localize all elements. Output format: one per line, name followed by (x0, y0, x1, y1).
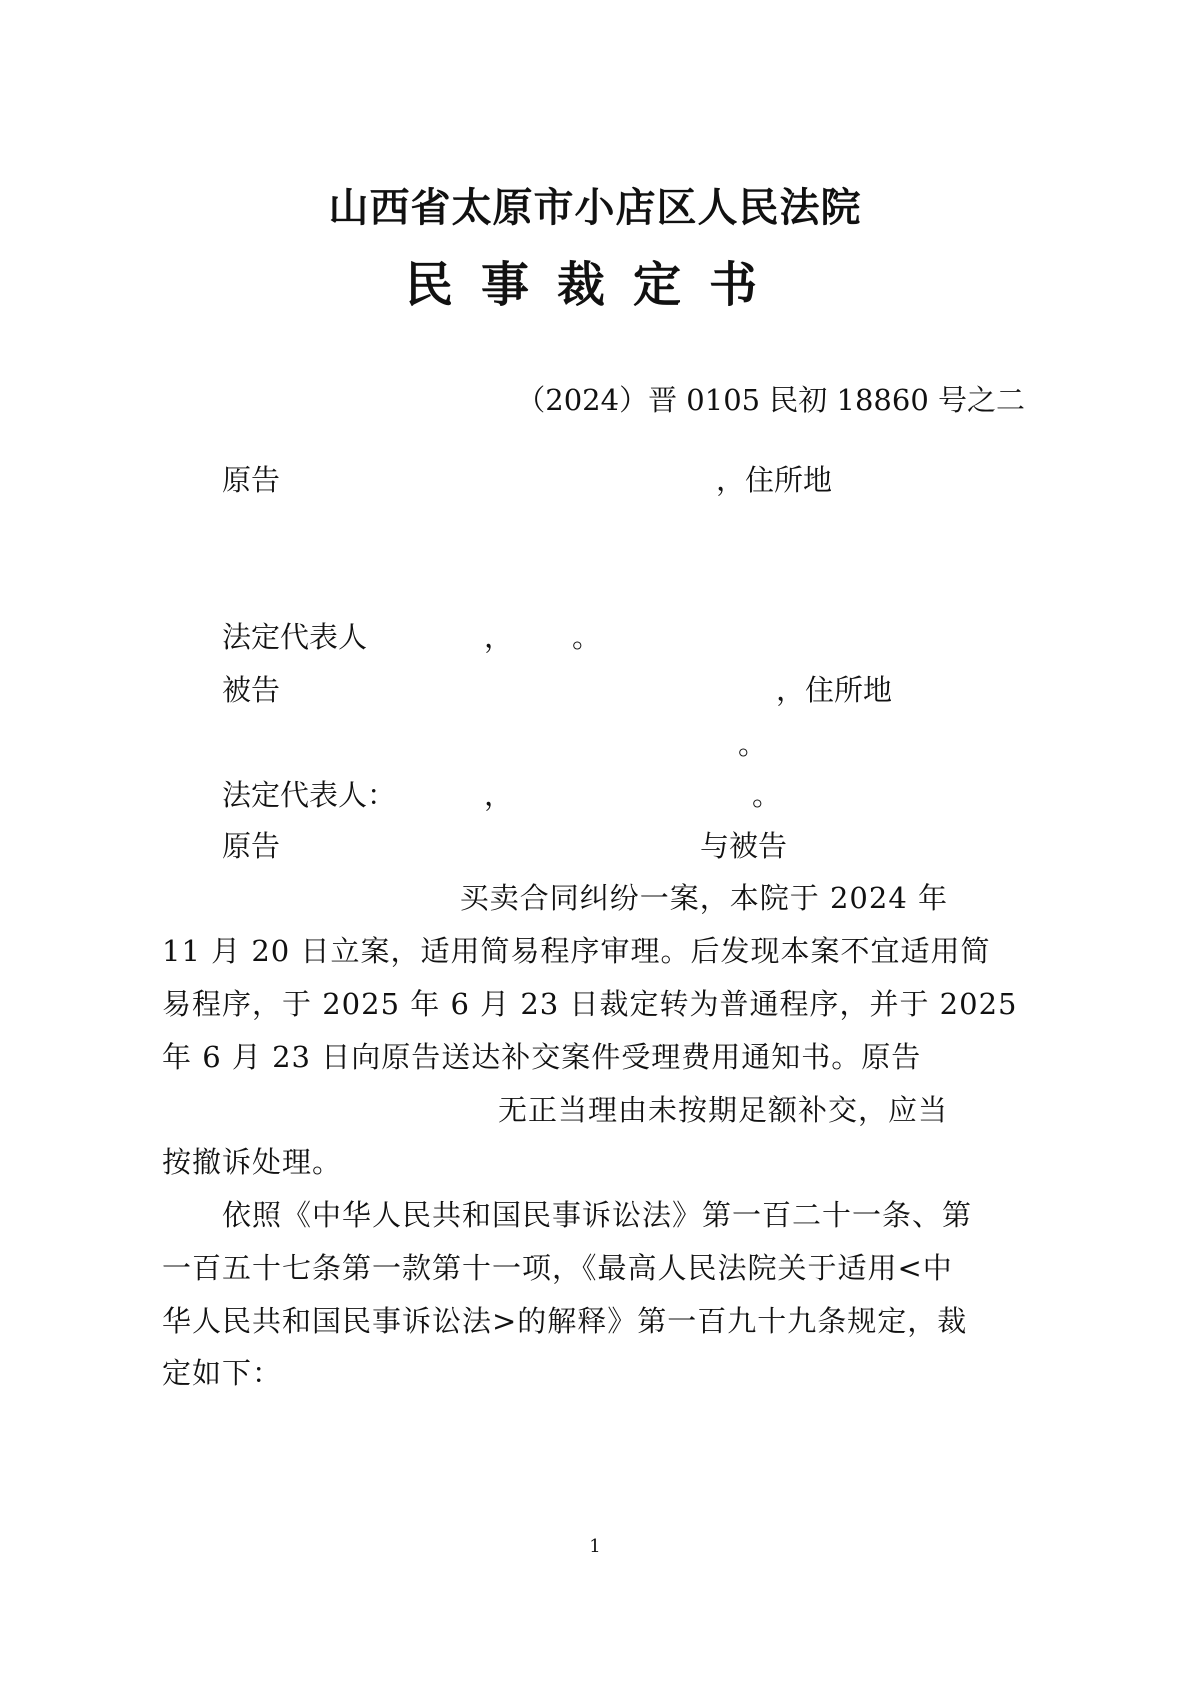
case-para-line: 年 6 月 23 日向原告送达补交案件受理费用通知书。原告 (162, 1040, 922, 1074)
case-intro-plaintiff: 原告 (222, 829, 281, 863)
case-number: （2024）晋 0105 民初 18860 号之二 (516, 383, 1025, 417)
document-title: 民事裁定书 (404, 257, 785, 313)
legal-basis-line: 一百五十七条第一款第十一项，《最高人民法院关于适用<中 (162, 1251, 953, 1285)
case-para-line: 按撤诉处理。 (162, 1145, 343, 1179)
case-para-line: 买卖合同纠纷一案，本院于 2024 年 (459, 881, 948, 915)
case-intro-defendant: 与被告 (700, 829, 788, 863)
plaintiff-rep-comma: ， (484, 620, 514, 654)
plaintiff-address-label: ，住所地 (716, 463, 833, 497)
plaintiff-rep-label: 法定代表人 (222, 620, 368, 654)
court-name: 山西省太原市小店区人民法院 (328, 185, 862, 231)
case-para-line: 11 月 20 日立案，适用简易程序审理。后发现本案不宜适用简 (162, 934, 991, 968)
defendant-address-end: 。 (738, 727, 768, 761)
defendant-rep-comma: ， (484, 778, 514, 812)
defendant-rep-end: 。 (752, 778, 782, 812)
legal-basis-line: 依照《中华人民共和国民事诉讼法》第一百二十一条、第 (222, 1198, 973, 1232)
plaintiff-label: 原告 (222, 463, 281, 497)
case-para-line: 易程序，于 2025 年 6 月 23 日裁定转为普通程序，并于 2025 (162, 987, 1018, 1021)
legal-basis-line: 定如下： (162, 1356, 283, 1390)
defendant-rep-label: 法定代表人： (222, 778, 397, 812)
plaintiff-rep-end: 。 (572, 620, 602, 654)
defendant-label: 被告 (222, 673, 281, 707)
page-number: 1 (589, 1536, 601, 1557)
defendant-address-label: ，住所地 (776, 673, 893, 707)
legal-basis-line: 华人民共和国民事诉讼法>的解释》第一百九十九条规定，裁 (162, 1304, 968, 1338)
case-para-line: 无正当理由未按期足额补交，应当 (497, 1093, 948, 1127)
